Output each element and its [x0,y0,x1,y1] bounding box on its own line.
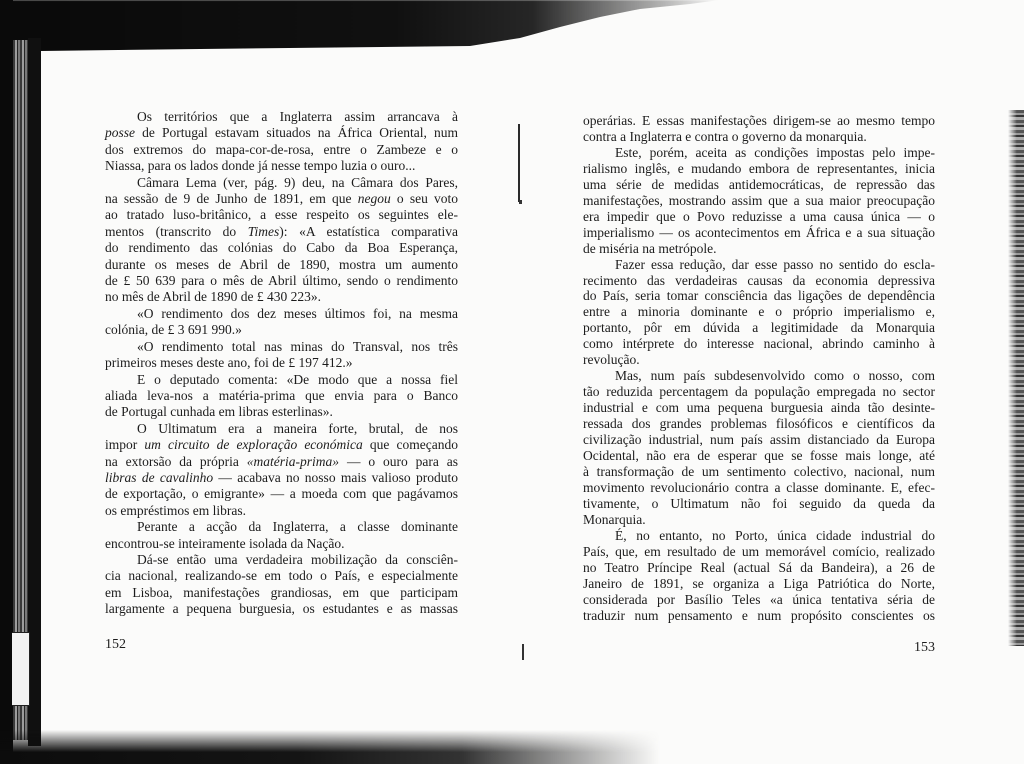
italic-text: um circuito de exploração económica [144,437,363,453]
paragraph [105,109,458,175]
text-run: recimento das verdadeiras causas da economia depressiva [583,272,935,288]
text-line [105,142,458,158]
text-run: tão reduzida percentagem da população empregada no sector [583,384,935,400]
scan-top-shadow [0,0,720,54]
text-run: entre a minoria dominante e o próprio imperialismo e, [583,304,935,320]
paragraph [105,306,458,339]
text-run: É, no entanto, no Porto, única cidade industrial do [615,527,935,543]
text-line [105,519,458,535]
text-run: durante os meses de Abril de 1890, mostra um aumento [105,256,458,272]
text-run: Os territórios que a Inglaterra assim arrancava à [137,109,458,124]
text-run: no Teatro Príncipe Real (actual Sá da Bandeira), a 26 de [583,559,935,575]
text-run: industrial e com uma pequena burguesia ainda tão desinte- [583,400,935,416]
text-line [105,355,458,371]
text-line [105,289,458,305]
text-run: manifestações, mostrando assim que a sua maior preocupação [583,192,935,208]
text-run: de exportação, o emigrante» — a moeda com que pagávamos [105,486,458,502]
text-line [583,416,935,432]
text-line [583,432,935,448]
italic-text: posse [105,125,135,141]
text-line [583,336,935,352]
text-line [583,304,935,320]
text-line [583,225,935,241]
text-run: largamente a pequena burguesia, os estudantes e as massas [105,601,458,617]
text-line [583,320,935,336]
text-run: Fazer essa redução, dar esse passo no sentido do escla- [615,256,935,272]
text-line [583,161,935,177]
text-line [583,145,935,161]
paragraph [105,519,458,552]
gutter-mark [518,124,520,202]
text-line [583,496,935,512]
text-run: Ocidental, não era de esperar que se fosse mais longe, até [583,448,935,464]
text-run: na extorsão da própria [105,453,247,469]
text-run: Dá-se então uma verdadeira mobilização da consciên- [137,551,458,567]
text-line [583,384,935,400]
paragraph [583,528,935,624]
text-run: ): «A estatística comparativa [279,223,458,239]
italic-text: Times [247,223,280,239]
text-run: tivamente, o Ultimatum não foi seguido da queda da [583,495,935,511]
text-line [105,601,458,617]
text-run: considerada por Basílio Teles «a única tentativa séria de [583,591,935,607]
gutter-mark [522,644,524,660]
text-run: do rendimento das colónias do Cabo da Boa Esperança, [105,240,458,256]
text-line [105,191,458,207]
text-line [105,388,458,404]
scan-bottom-shadow [0,730,660,764]
text-line [583,480,935,496]
text-line [583,560,935,576]
text-line [105,273,458,289]
italic-text: libras de cavalinho [105,469,214,485]
left-page-text [105,109,458,618]
text-line [583,544,935,560]
text-line [583,368,935,384]
text-line [583,273,935,289]
text-run: primeiros meses deste ano, foi de £ 197 412.» [105,355,353,371]
text-run: traduzir num pensamento e num propósito conscientes os [583,607,935,623]
text-run: impor [105,437,145,453]
text-run: movimento revolucionário contra a classe dominante. E, efec- [583,479,935,495]
text-run: Câmara Lema (ver, pág. 9) deu, na Câmara dos Pares, [137,174,458,190]
text-line [105,240,458,256]
paragraph [583,113,935,145]
text-line [105,257,458,273]
text-run: no mês de Abril de 1890 de £ 430 223». [105,289,321,305]
text-line [105,109,458,125]
italic-text: «matéria-prima» [246,453,340,469]
text-line [105,207,458,223]
text-line [105,322,458,338]
text-line [105,125,458,141]
text-line [105,372,458,388]
paragraph [105,372,458,421]
text-run: aliada leva-nos a matéria-prima que envia para o Banco [105,387,458,403]
text-line [105,486,458,502]
text-line [105,568,458,584]
text-run: ressada dos grandes problemas filosóficos e científicos da [583,416,935,432]
text-run: Perante a acção da Inglaterra, a classe dominante [137,519,458,535]
text-line [583,177,935,193]
text-run: Monarquia. [583,511,646,527]
text-run: Este, porém, aceita as condições impostas pelo impe- [615,144,935,160]
text-line [105,175,458,191]
text-run: o seu voto [390,191,459,207]
text-run: — o ouro para as [339,453,458,469]
text-line [583,576,935,592]
text-run: cia nacional, realizando-se em todo o País, e especialmente [105,568,458,584]
scan-spine-shadow [28,38,41,746]
text-run: os empréstimos em libras. [105,502,246,518]
text-line [105,470,458,486]
text-line [105,421,458,437]
text-run: contra a Inglaterra e contra o governo da monarquia. [583,128,867,144]
text-line [105,339,458,355]
text-run: em Lisboa, manifestações grandiosas, em que participam [105,584,458,600]
text-line [583,448,935,464]
text-run: imperialismo — os acontecimentos em África e a sua situação [583,224,935,240]
paragraph [105,339,458,372]
text-run: do País, seria tomar consciência das ligações de dependência [583,288,935,304]
page-number: 152 [105,637,126,652]
text-line [583,241,935,257]
text-line [105,306,458,322]
text-line [105,536,458,552]
text-line [583,400,935,416]
gutter-mark [519,200,522,204]
text-run: operárias. E essas manifestações dirigem-se ao mesmo tempo [583,113,935,128]
text-run: uma série de medidas antidemocráticas, de repressão das [583,176,935,192]
text-line [583,528,935,544]
text-run: era impedir que o Povo reduzisse a uma causa única — o [583,208,935,224]
text-run: na sessão de 9 de Junho de 1891, em que [105,191,358,207]
text-run: colónia, de £ 3 691 990.» [105,322,242,338]
text-line [105,503,458,519]
text-line [583,352,935,368]
scan-left-edge [0,0,13,764]
text-run: «O rendimento dos dez meses últimos foi, na mesma [137,305,458,321]
text-line [105,552,458,568]
text-line [105,585,458,601]
scan-page-corner [12,632,30,706]
text-run: de Portugal estavam situados na África Oriental, num [135,125,458,141]
text-run: civilização industrial, num país assim distanciado da Europa [583,432,935,448]
text-line [583,129,935,145]
right-page-text [583,113,935,624]
text-run: de £ 50 639 para o mês de Abril último, sendo o rendimento [105,273,458,289]
text-run: à transformação de um sentimento colectivo, nacional, num [583,463,935,479]
page-number: 153 [914,640,935,655]
text-line [583,288,935,304]
text-run: de miséria na metrópole. [583,240,717,256]
text-run: O Ultimatum era a maneira forte, brutal, de nos [137,420,458,436]
text-run: — acabava no nosso mais valioso produto [213,469,458,485]
text-line [105,454,458,470]
text-line [583,193,935,209]
text-run: E o deputado comenta: «De modo que a nossa fiel [137,371,458,387]
text-line [583,608,935,624]
text-line [105,404,458,420]
text-line [583,592,935,608]
italic-text: negou [357,191,391,207]
paragraph [105,552,458,618]
text-run: revolução. [583,352,640,368]
text-run: rialismo inglês, e mudando embora de representantes, inicia [583,160,935,176]
text-run: Mas, num país subdesenvolvido como o nosso, com [615,368,935,384]
text-run: «O rendimento total nas minas do Transval, nos três [137,338,458,354]
text-run: mentos (transcrito do [105,223,248,239]
text-line [105,437,458,453]
text-line [583,257,935,273]
text-run: portanto, pôr em dúvida a legitimidade da Monarquia [583,320,935,336]
text-line [105,224,458,240]
paragraph [583,368,935,528]
text-run: que começando [362,437,458,453]
text-run: Janeiro de 1891, se organiza a Liga Patriótica do Norte, [583,575,935,591]
text-run: como intérprete do interesse nacional, abrindo caminho à [583,336,935,352]
text-run: Niassa, para os lados donde já nesse tempo luzia o ouro... [105,158,416,174]
text-run: País, que, em resultado de um memorável comício, realizado [583,543,935,559]
paragraph [583,145,935,257]
text-line [583,512,935,528]
text-line [105,158,458,174]
paragraph [105,421,458,519]
scan-right-edge [1008,110,1024,646]
scan-page-stack-edge [13,40,28,740]
text-run: ao tratado luso-britânico, a esse respeito os seguintes ele- [105,207,458,223]
paragraph [583,257,935,369]
text-line [583,113,935,129]
paragraph [105,175,458,306]
text-run: de Portugal cunhada em libras esterlinas». [105,404,333,420]
text-line [583,209,935,225]
text-line [583,464,935,480]
text-run: dos extremos do mapa-cor-de-rosa, entre o Zambeze e o [105,141,458,157]
text-run: encontrou-se inteiramente isolada da Nação. [105,535,345,551]
